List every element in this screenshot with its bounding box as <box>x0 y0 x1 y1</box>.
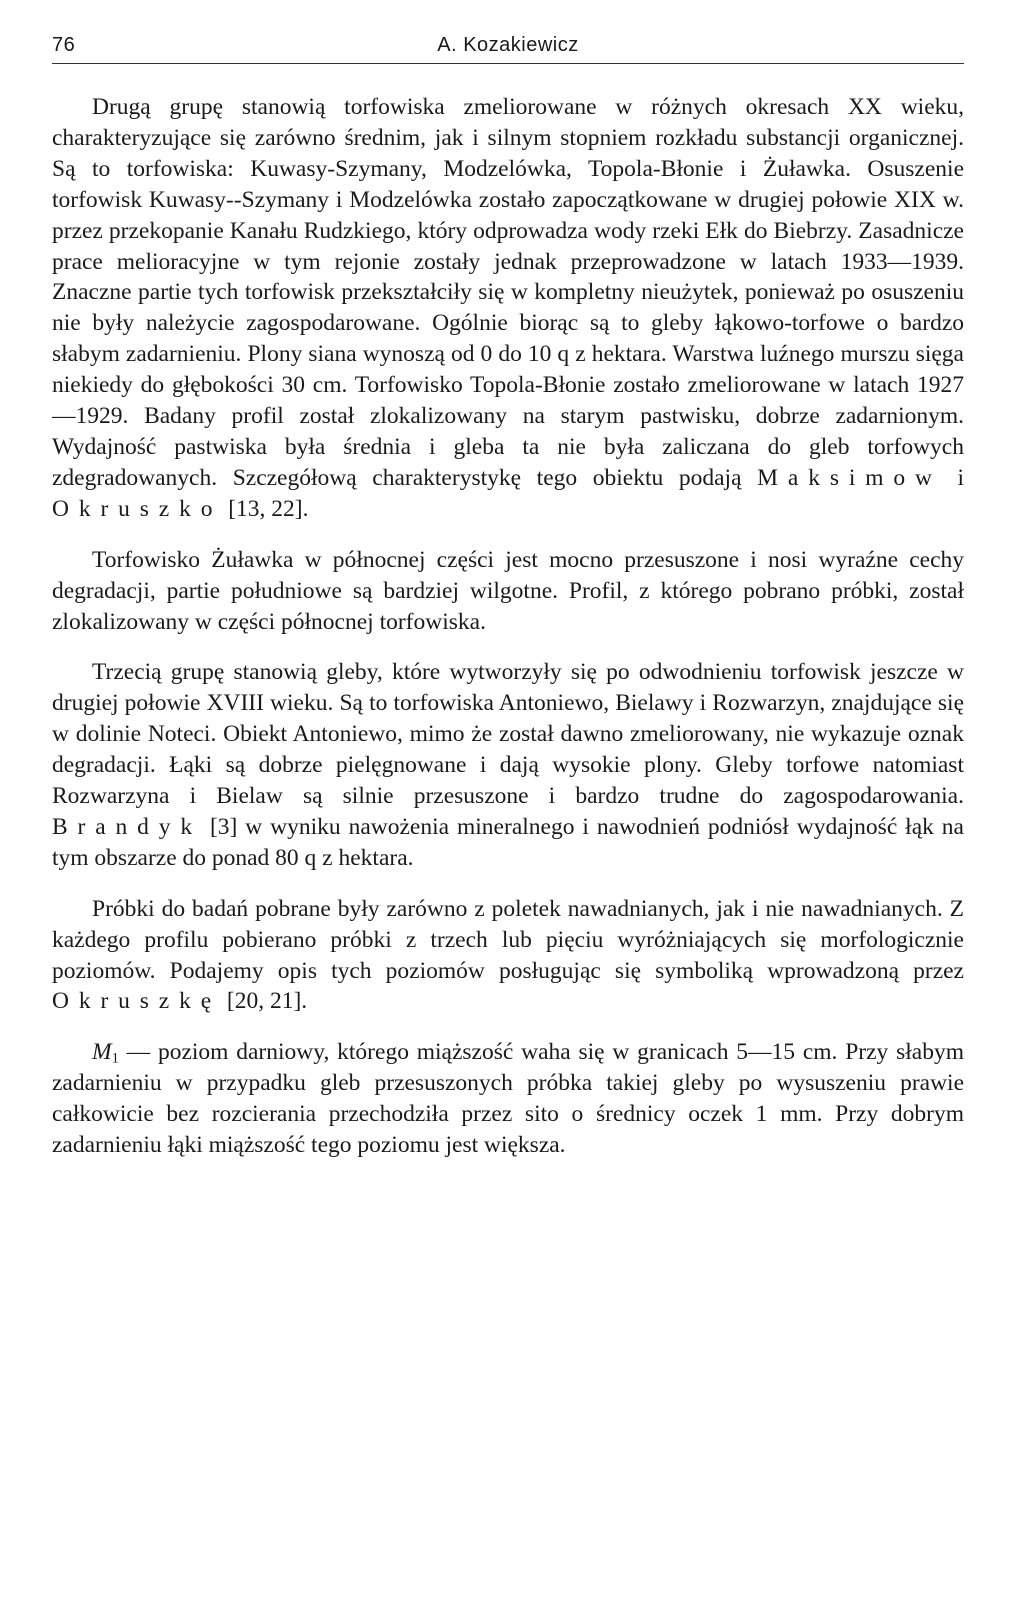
paragraph-4 <box>52 894 964 1018</box>
paragraph-5 <box>52 1037 964 1161</box>
paragraph-3-tail: [3] w wyniku nawożenia mineralnego i nawodnień podniósł wydajność łąk na tym obszarze do ponad 80 q z hektara. <box>52 813 964 871</box>
author-okruszko: Okruszko <box>52 495 223 522</box>
horizon-symbol <box>92 1039 119 1068</box>
conjunction: i <box>941 464 965 491</box>
horizon-symbol-subscript: 1 <box>111 1051 119 1068</box>
paragraph-5-text: — poziom darniowy, którego miąższość waha się w granicach 5—15 cm. Przy słabym zadarnieniu w przypadku gleb przesuszonych próbka takiej gleby po wysuszeniu prawie całkowicie bez rozcierania przechodziła przez sito o średnicy oczek 1 mm. Przy dobrym zadarnieniu łąki miąższość tego poziomu jest większa. <box>52 1039 964 1159</box>
author-maksimow: Maksimow <box>757 464 942 491</box>
author-brandyk: Brandyk <box>52 813 203 840</box>
paragraph-1 <box>52 92 964 525</box>
running-head <box>52 34 964 60</box>
running-title: A. Kozakiewicz <box>437 34 579 56</box>
page <box>52 34 964 60</box>
paragraph-4-text: Próbki do badań pobrane były zarówno z poletek nawadnianych, jak i nie nawadnianych. Z każdego profilu pobierano próbki z trzech lub pięciu wyróżniających się morfologicznie poziomów. Podajemy opis tych poziomów posługując się symboliką wprowadzoną przez <box>52 895 964 984</box>
paragraph-3 <box>52 657 964 873</box>
paragraph-2 <box>52 545 964 638</box>
header-rule <box>52 63 964 64</box>
horizon-symbol-letter: M <box>92 1039 112 1066</box>
paragraph-2-text: Torfowisko Żuławka w północnej części jest mocno przesuszone i nosi wyraźne cechy degradacji, partie południowe są bardziej wilgotne. Profil, z którego pobrano próbki, został zlokalizowany w części północnej torfowiska. <box>52 546 964 635</box>
author-okruszke: Okruszkę <box>52 988 222 1015</box>
paragraph-3-text: Trzecią grupę stanowią gleby, które wytworzyły się po odwodnieniu torfowisk jeszcze w drugiej połowie XVIII wieku. Są to torfowiska Antoniewo, Bielawy i Rozwarzyn, znajdujące się w dolinie Noteci. Obiekt Antoniewo, mimo że został dawno zmeliorowany, nie wykazuje oznak degradacji. Łąki są dobrze pielęgnowane i dają wysokie plony. Gleby torfowe natomiast Rozwarzyna i Bielaw są silnie przesuszone i bardzo trudne do zagospodarowania. <box>52 659 964 810</box>
page-number: 76 <box>52 34 76 56</box>
paragraph-1-text: Drugą grupę stanowią torfowiska zmeliorowane w różnych okresach XX wieku, charakteryzujące się zarówno średnim, jak i silnym stopniem rozkładu substancji organicznej. Są to torfowiska: Kuwasy-Szymany, Modzelówka, Topola-Błonie i Żuławka. Osuszenie torfowisk Kuwasy--Szymany i Modzelówka zostało zapoczątkowane w drugiej połowie XIX w. przez przekopanie Kanału Rudzkiego, który odprowadza wody rzeki Ełk do Biebrzy. Zasadnicze prace melioracyjne w tym rejonie zostały jednak przeprowadzone w latach 1933—1939. Znaczne partie tych torfowisk przekształciły się w kompletny nieużytek, ponieważ po osuszeniu nie były należycie zagospodarowane. Ogólnie biorąc są to gleby łąkowo-torfowe o bardzo słabym zadarnieniu. Plony siana wynoszą od 0 do 10 q z hektara. Warstwa luźnego murszu sięga niekiedy do głębokości 30 cm. Torfowisko Topola-Błonie zostało zmeliorowane w latach 1927—1929. Badany profil został zlokalizowany na starym pastwisku, dobrze zadarnionym. Wydajność pastwiska była średnia i gleba ta nie była zaliczana do gleb torfowych zdegradowanych. Szczegółową charakterystykę tego obiektu podają <box>52 94 964 491</box>
body-text <box>52 92 964 1161</box>
paragraph-1-citation: [13, 22]. <box>222 495 309 522</box>
paragraph-4-citation: [20, 21]. <box>221 988 308 1015</box>
